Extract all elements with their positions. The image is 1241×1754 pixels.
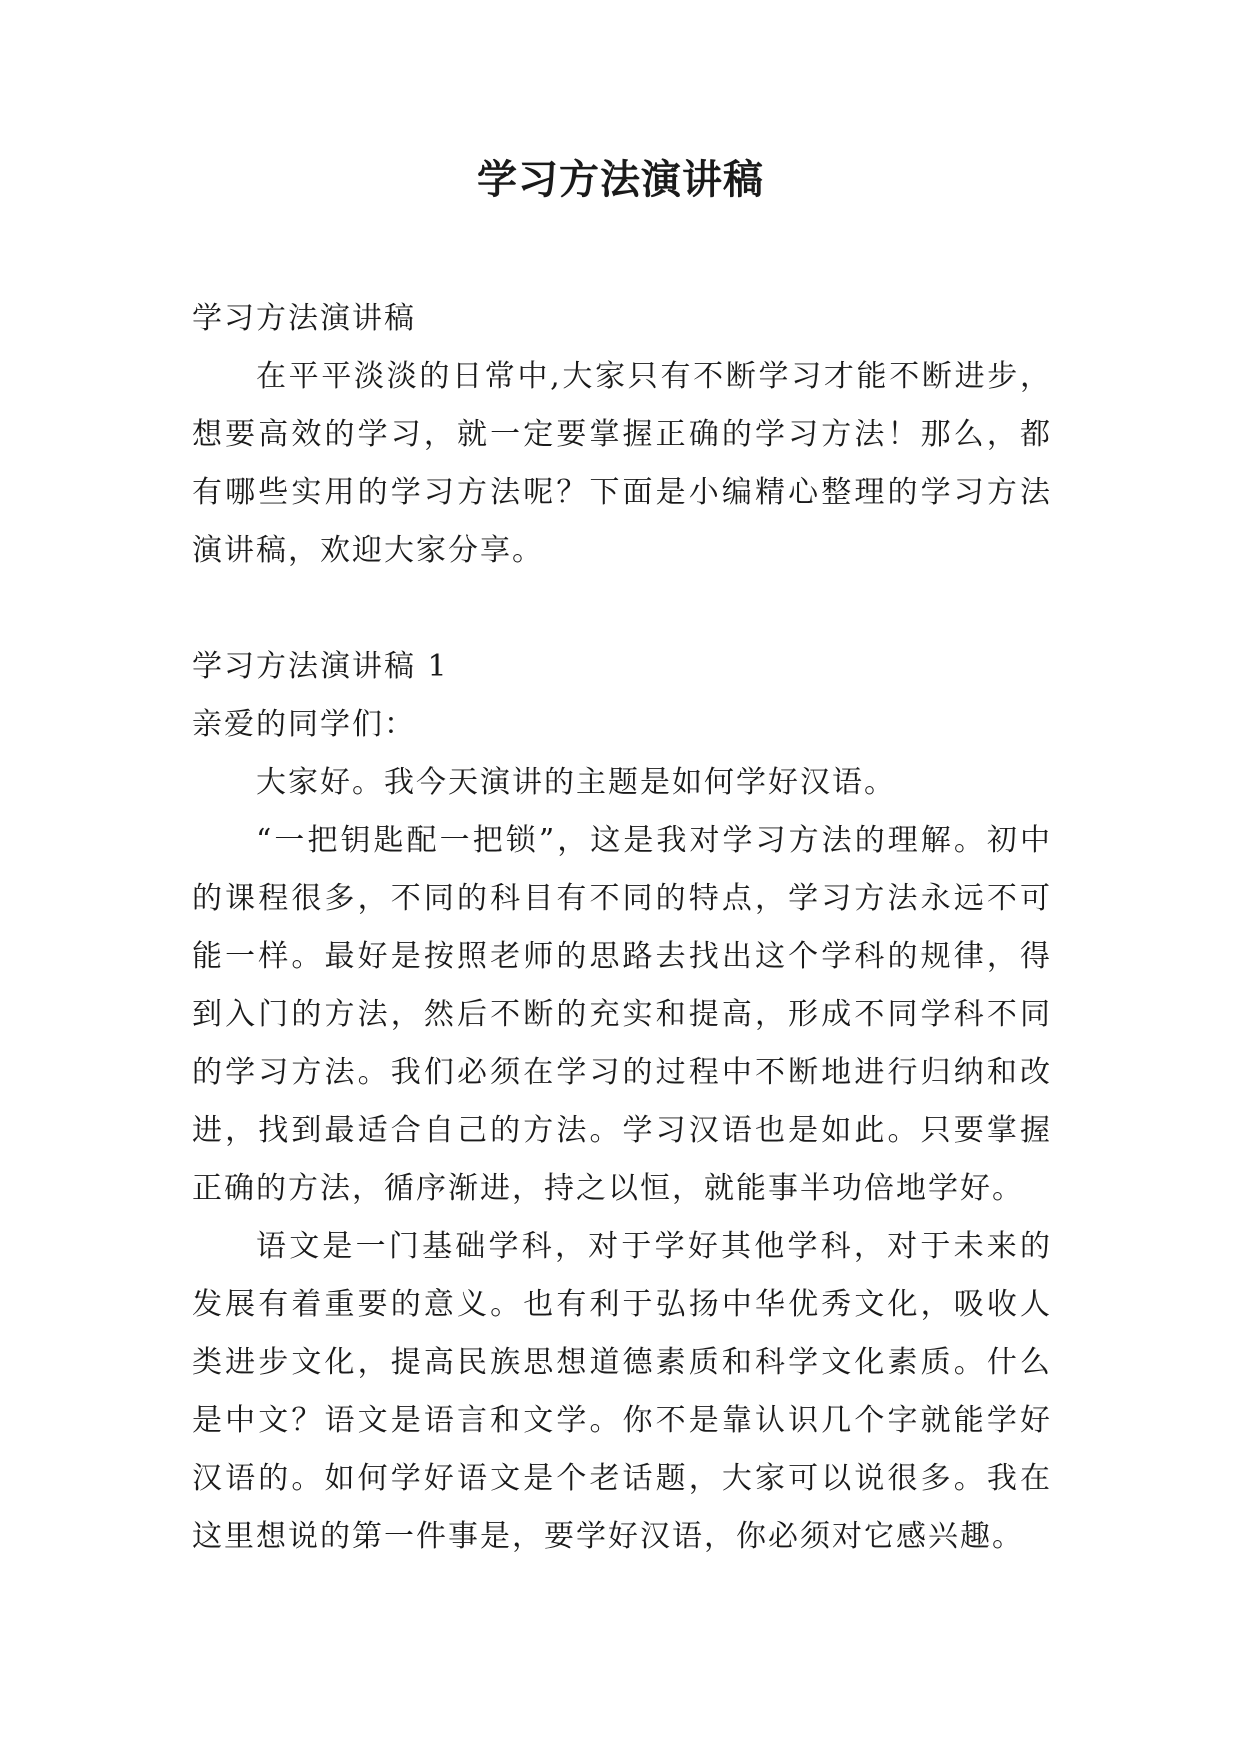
intro-paragraph: 在平平淡淡的日常中,大家只有不断学习才能不断进步，想要高效的学习，就一定要掌握正确的学习方法！那么，都有哪些实用的学习方法呢？下面是小编精心整理的学习方法演讲稿，欢迎大家分享。 (192, 359, 1052, 568)
body-paragraph-1: 大家好。我今天演讲的主题是如何学好汉语。 (256, 765, 896, 800)
section-spacer (192, 580, 1052, 638)
body-paragraph-2: “一把钥匙配一把锁”，这是我对学习方法的理解。初中的课程很多，不同的科目有不同的特点，学习方法永远不可能一样。最好是按照老师的思路去找出这个学科的规律，得到入门的方法，然后不断的充实和提高，形成不同学科不同的学习方法。我们必须在学习的过程中不断地进行归纳和改进，找到最适合自己的方法。学习汉语也是如此。只要掌握正确的方法，循序渐进，持之以恒，就能事半功倍地学好。 (192, 823, 1052, 1206)
document-subtitle: 学习方法演讲稿 (192, 301, 416, 336)
body-paragraph-3: 语文是一门基础学科，对于学好其他学科，对于未来的发展有着重要的意义。也有利于弘扬中华优秀文化，吸收人类进步文化，提高民族思想道德素质和科学文化素质。什么是中文？语文是语言和文学。你不是靠认识几个字就能学好汉语的。如何学好语文是个老话题，大家可以说很多。我在这里想说的第一件事是，要学好汉语，你必须对它感兴趣。 (192, 1229, 1052, 1554)
section-title: 学习方法演讲稿 1 (192, 649, 449, 684)
document-body (192, 290, 1052, 1566)
document-title: 学习方法演讲稿 (477, 157, 764, 203)
salutation: 亲爱的同学们： (192, 707, 416, 742)
